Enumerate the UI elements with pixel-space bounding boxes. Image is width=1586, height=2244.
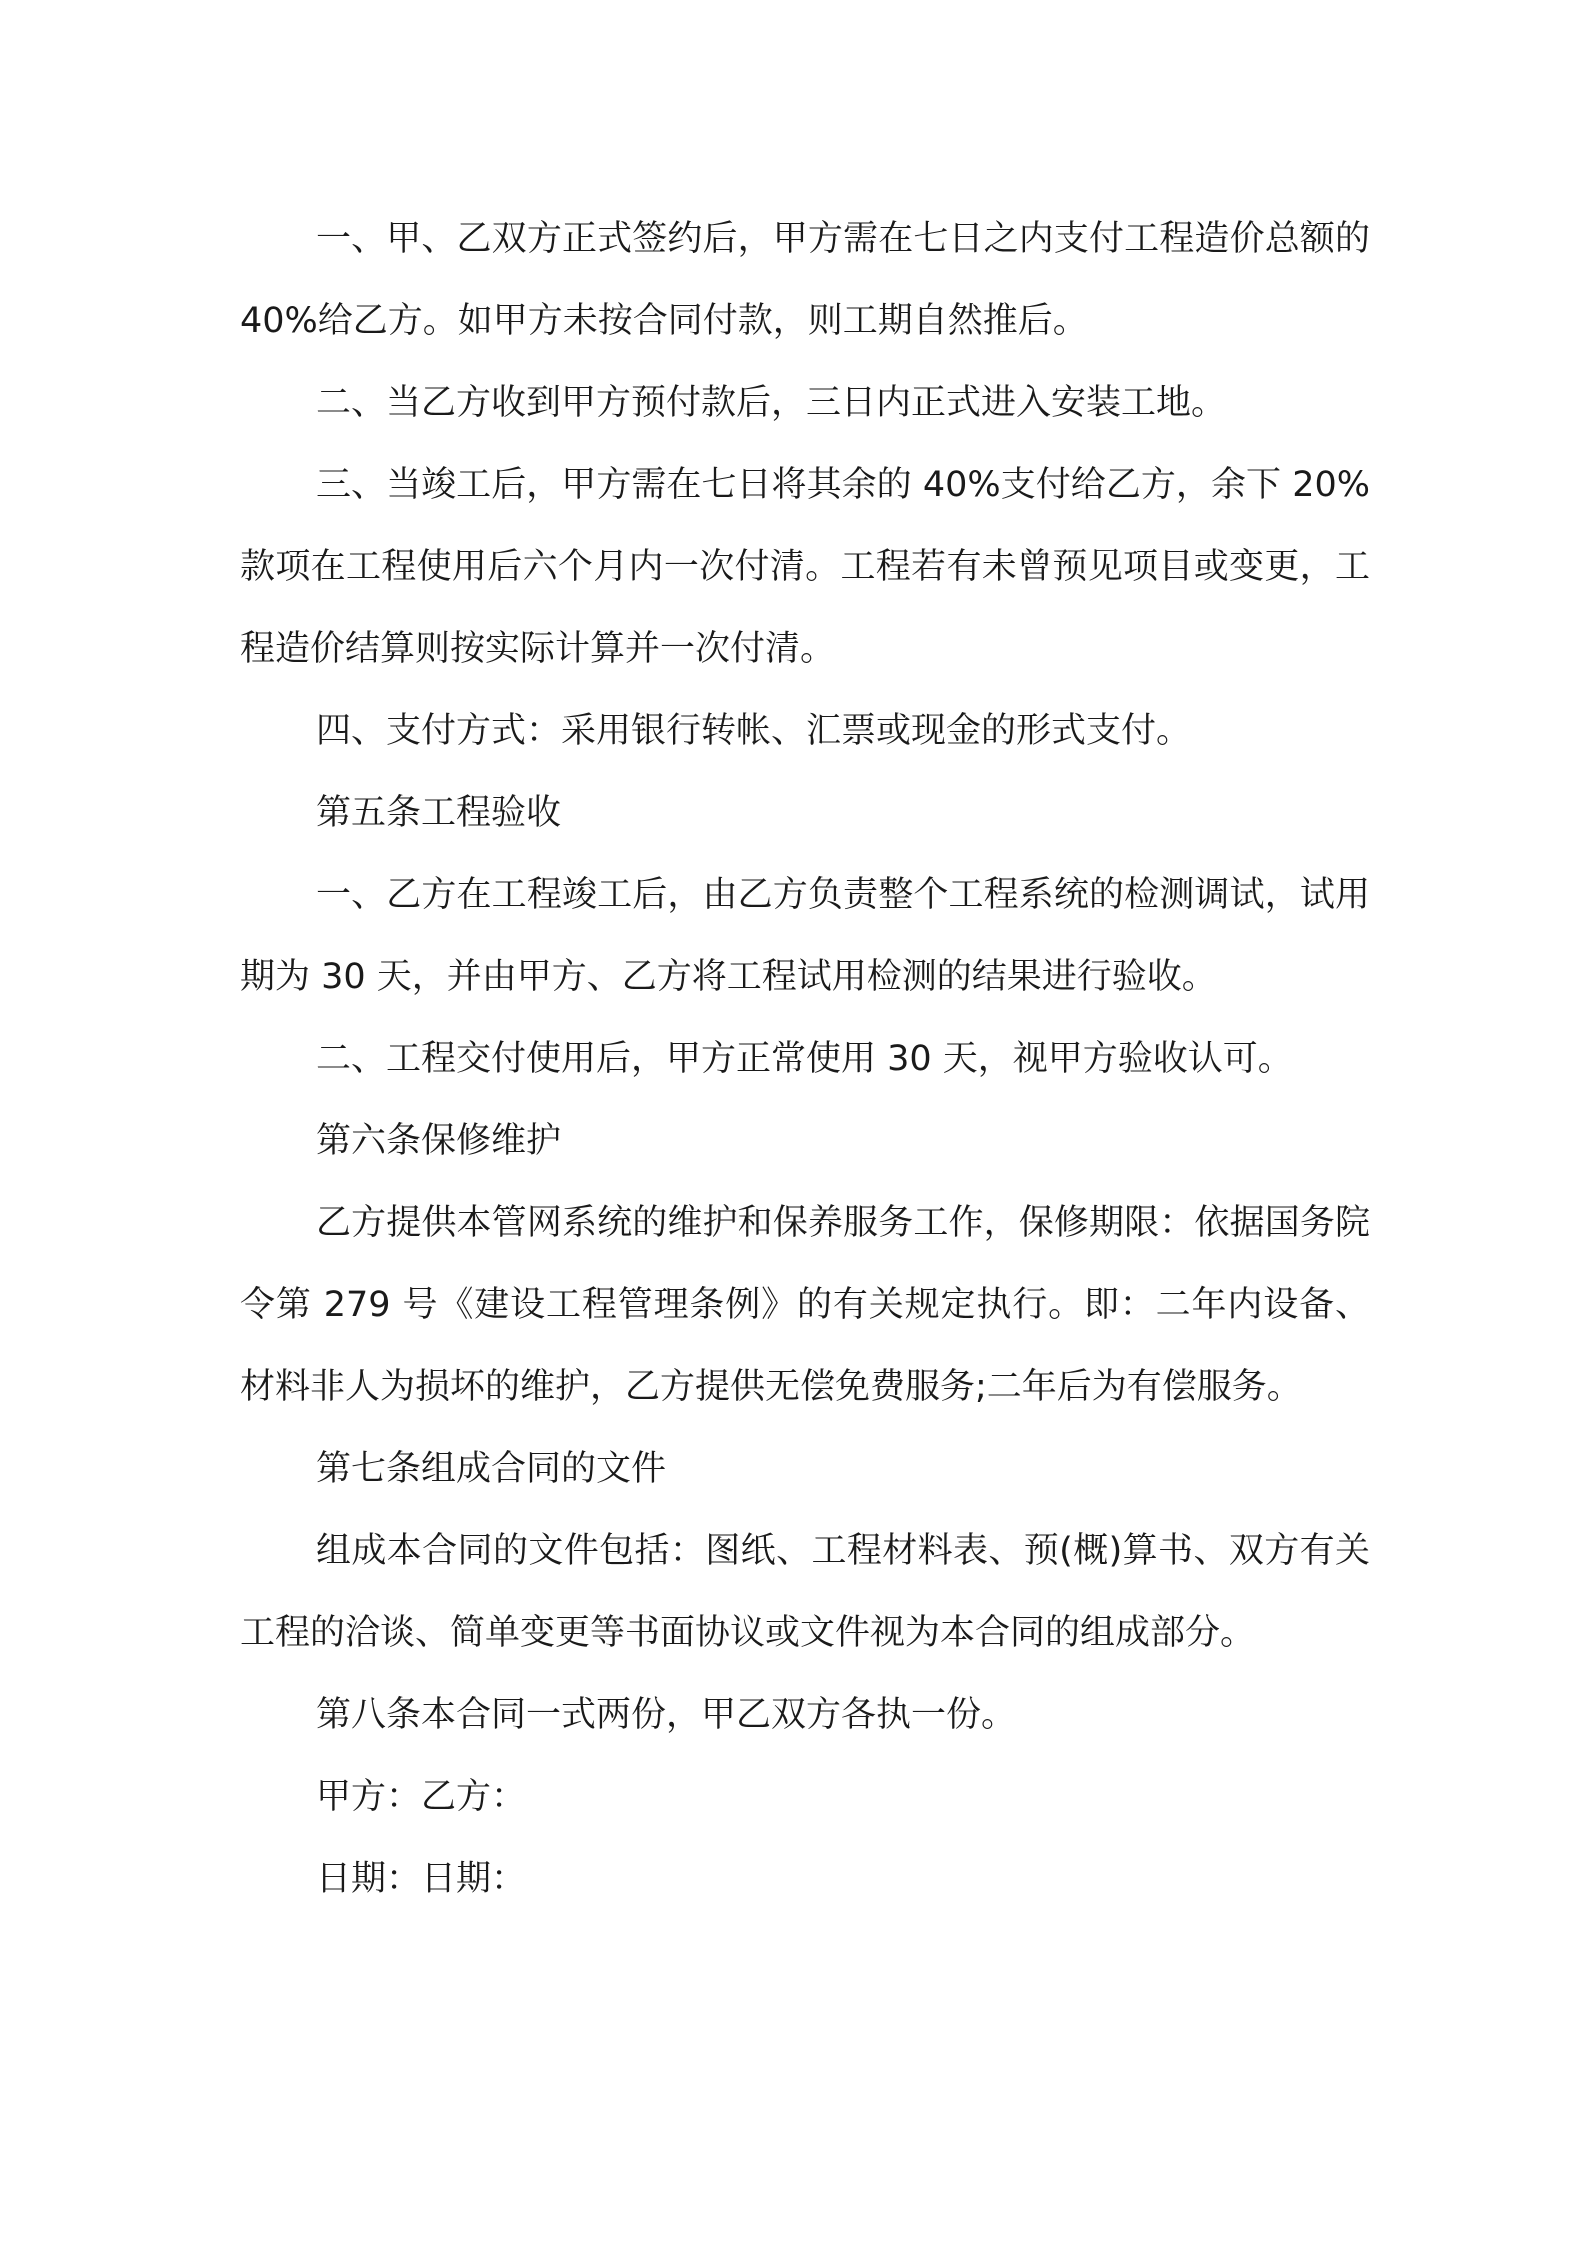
document-body: [240, 198, 1370, 1920]
clause-contract-documents: 组成本合同的文件包括：图纸、工程材料表、预(概)算书、双方有关工程的洽谈、简单变更等书面协议或文件视为本合同的组成部分。: [240, 1531, 1370, 1653]
article-7-heading: 第七条组成合同的文件: [316, 1449, 667, 1489]
clause-payment-4: 四、支付方式：采用银行转帐、汇票或现金的形式支付。: [316, 711, 1192, 751]
clause-acceptance-1: 一、乙方在工程竣工后，由乙方负责整个工程系统的检测调试，试用期为 30 天，并由甲方、乙方将工程试用检测的结果进行验收。: [240, 875, 1370, 997]
clause-payment-1: 一、甲、乙双方正式签约后，甲方需在七日之内支付工程造价总额的 40%给乙方。如甲方未按合同付款，则工期自然推后。: [240, 219, 1370, 341]
signature-parties-line: 甲方：乙方：: [316, 1777, 527, 1817]
clause-payment-3: 三、当竣工后，甲方需在七日将其余的 40%支付给乙方，余下 20%款项在工程使用后六个月内一次付清。工程若有未曾预见项目或变更，工程造价结算则按实际计算并一次付清。: [240, 465, 1370, 669]
clause-warranty: 乙方提供本管网系统的维护和保养服务工作，保修期限：依据国务院令第 279 号《建设工程管理条例》的有关规定执行。即：二年内设备、材料非人为损坏的维护，乙方提供无偿免费服务;二年后为有偿服务。: [240, 1203, 1370, 1407]
article-6-heading: 第六条保修维护: [316, 1121, 562, 1161]
signature-date-line: 日期：日期：: [316, 1859, 527, 1899]
article-8-copies: 第八条本合同一式两份，甲乙双方各执一份。: [316, 1695, 1017, 1735]
clause-acceptance-2: 二、工程交付使用后，甲方正常使用 30 天，视甲方验收认可。: [316, 1039, 1293, 1079]
clause-payment-2: 二、当乙方收到甲方预付款后，三日内正式进入安装工地。: [316, 383, 1227, 423]
article-5-heading: 第五条工程验收: [316, 793, 562, 833]
